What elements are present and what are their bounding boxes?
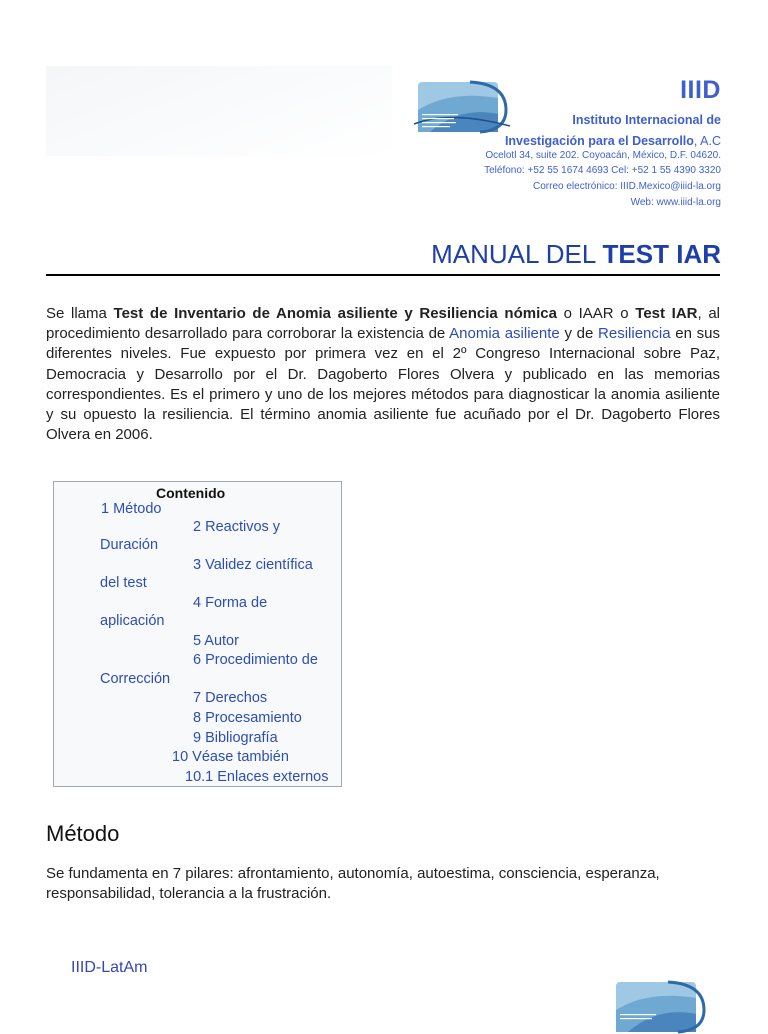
toc-item-enlaces[interactable]: 10.1 Enlaces externos <box>185 769 329 785</box>
toc-item-vease[interactable]: 10 Véase también <box>172 749 289 765</box>
section-heading-metodo: Método <box>46 821 120 846</box>
link-anomia-asiliente[interactable]: Anomia asiliente <box>449 325 560 343</box>
toc-item-procedimiento-cont[interactable]: Corrección <box>100 671 171 687</box>
toc-item-forma[interactable]: 4 Forma de <box>193 595 268 611</box>
title-strong: TEST IAR <box>602 239 721 269</box>
faded-header-area <box>46 66 392 156</box>
intro-text-3: , al procedimiento desarrollado para corroborar la existencia de <box>46 305 721 343</box>
toc-item-procesamiento[interactable]: 8 Procesamiento <box>193 710 302 726</box>
toc-item-reactivos[interactable]: 2 Reactivos y <box>193 519 281 535</box>
link-resiliencia[interactable]: Resiliencia <box>598 325 671 343</box>
title-prefix: MANUAL DEL <box>431 239 603 269</box>
toc-item-metodo[interactable]: 1 Método <box>101 501 162 517</box>
toc-item-validez[interactable]: 3 Validez científica <box>193 557 313 573</box>
title-divider <box>46 274 720 276</box>
toc-item-derechos[interactable]: 7 Derechos <box>193 690 268 706</box>
intro-text-1: Se llama <box>46 305 114 322</box>
toc-item-validez-cont[interactable]: del test <box>100 575 147 591</box>
intro-text-2: o IAAR o <box>556 305 636 322</box>
metodo-paragraph: Se fundamenta en 7 pilares: afrontamiento, autonomía, autoestima, consciencia, esperanza, responsabilidad, tolerancia a la frustración. <box>46 865 660 903</box>
org-name-suffix: , A.C <box>693 134 721 148</box>
org-acronym: IIID <box>680 76 721 104</box>
intro-bold-2: Test IAR <box>635 305 698 322</box>
document-title <box>431 239 721 270</box>
intro-text-5: en sus diferentes niveles. Fue expuesto por primera vez en el 2º Congreso Internacional sobre Paz, Democracia y Desarrollo por el Dr. Dagoberto Flores Olvera y publicado en las memorias correspondientes. Es el primero y uno de los mejores métodos para diagnosticar la anomia asiliente y su opuesto la resiliencia. El término anomia asiliente fue acuñado por el Dr. Dagoberto Flores Olvera en 2006. <box>46 325 721 444</box>
org-web[interactable]: Web: www.iiid-la.org <box>630 197 721 208</box>
toc-item-autor[interactable]: 5 Autor <box>193 633 239 649</box>
toc-item-forma-cont[interactable]: aplicación <box>100 613 165 629</box>
intro-text-4: y de <box>559 325 599 343</box>
intro-bold-1: Test de Inventario de Anomia asiliente y Resiliencia nómica <box>113 305 557 322</box>
toc-item-reactivos-cont[interactable]: Duración <box>100 537 159 553</box>
org-email[interactable]: Correo electrónico: IIID.Mexico@iiid-la.org <box>533 181 721 192</box>
intro-paragraph <box>46 304 720 445</box>
table-of-contents <box>53 481 342 787</box>
org-name-line2 <box>505 134 721 148</box>
toc-item-bibliografia[interactable]: 9 Bibliografía <box>193 730 278 746</box>
org-name-main: Investigación para el Desarrollo <box>504 134 694 148</box>
org-address: Ocelotl 34, suite 202. Coyoacán, México, D.F. 04620. <box>485 150 721 161</box>
iiid-logo-icon <box>410 80 512 134</box>
org-name-line1: Instituto Internacional de <box>572 113 721 127</box>
footer-label: IIID-LatAm <box>71 959 148 976</box>
toc-item-procedimiento[interactable]: 6 Procedimiento de <box>193 652 318 668</box>
toc-title: Contenido <box>156 485 226 501</box>
org-phone: Teléfono: +52 55 1674 4693 Cel: +52 1 55 4390 3320 <box>484 165 721 176</box>
iiid-logo-icon <box>608 980 710 1034</box>
